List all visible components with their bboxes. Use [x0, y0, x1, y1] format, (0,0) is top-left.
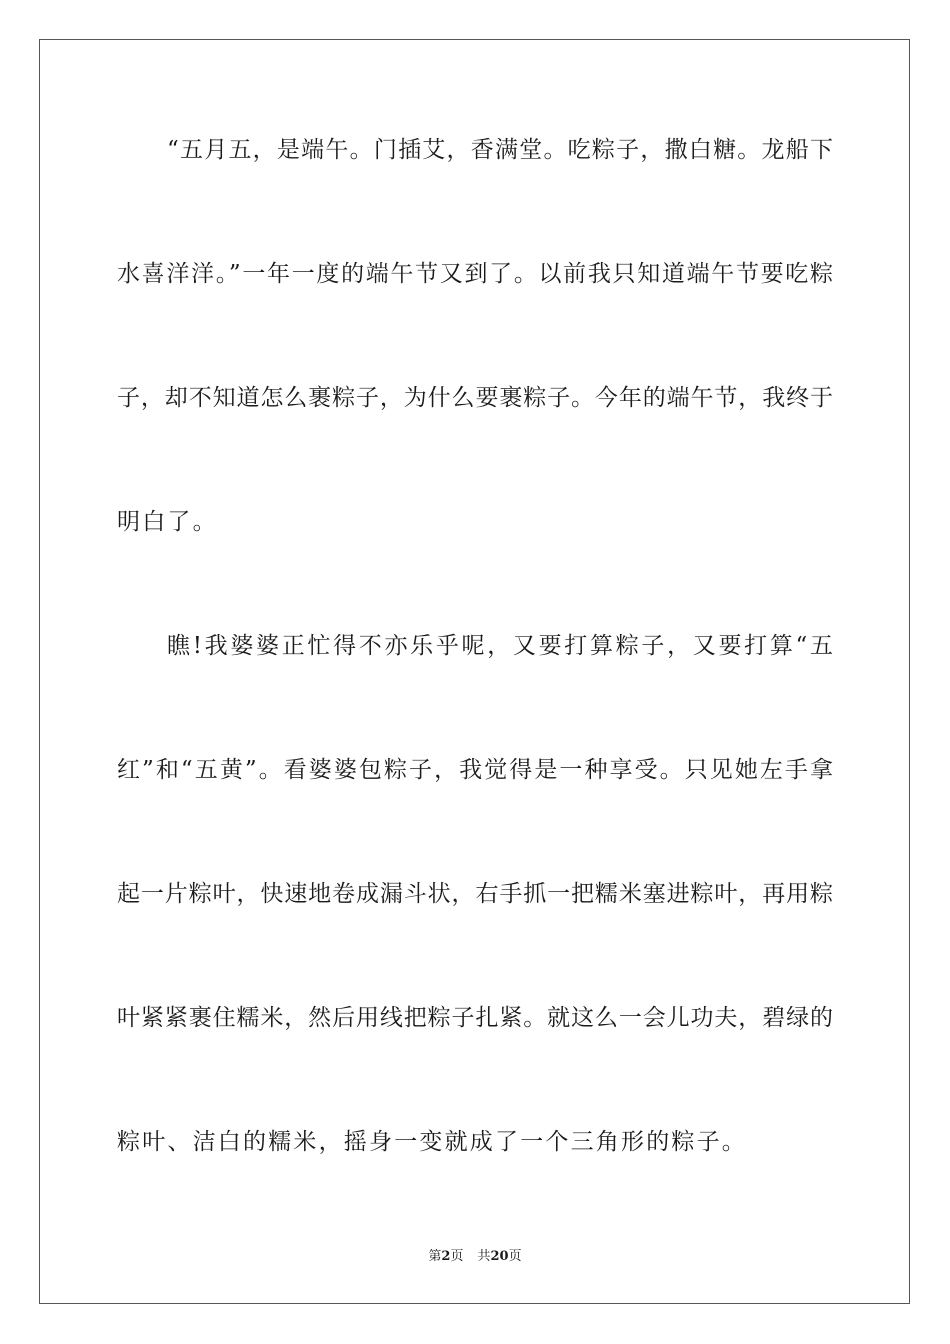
page-number: 2	[441, 1249, 451, 1264]
paragraph-2-line-4: 叶紧紧裹住糯米，然后用线把粽子扎紧。就这么一会儿功夫，碧绿的	[117, 1005, 833, 1031]
paragraph-1-line-3: 子，却不知道怎么裹粽子，为什么要裹粽子。今年的端午节，我终于	[117, 385, 833, 411]
total-pages: 20	[490, 1249, 509, 1264]
total-prefix: 共	[477, 1249, 491, 1264]
paragraph-1-line-4: 明白了。	[117, 509, 218, 535]
page-prefix: 第	[428, 1249, 442, 1264]
paragraph-1-line-2: 水喜洋洋。”一年一度的端午节又到了。以前我只知道端午节要吃粽	[117, 261, 833, 287]
paragraph-2-line-5: 粽叶、洁白的糯米，摇身一变就成了一个三角形的粽子。	[117, 1129, 747, 1155]
page-suffix: 页	[450, 1249, 464, 1264]
paragraph-2-line-3: 起一片粽叶，快速地卷成漏斗状，右手抓一把糯米塞进粽叶，再用粽	[117, 881, 833, 907]
total-suffix: 页	[508, 1249, 522, 1264]
paragraph-2-line-2: 红”和“五黄”。看婆婆包粽子，我觉得是一种享受。只见她左手拿	[117, 757, 833, 783]
page-footer	[0, 1248, 950, 1266]
page-border	[39, 39, 910, 1304]
paragraph-1-line-1: “五月五，是端午。门插艾，香满堂。吃粽子，撒白糖。龙船下	[167, 137, 833, 163]
paragraph-2-line-1: 瞧!我婆婆正忙得不亦乐乎呢，又要打算粽子，又要打算“五	[167, 633, 833, 659]
